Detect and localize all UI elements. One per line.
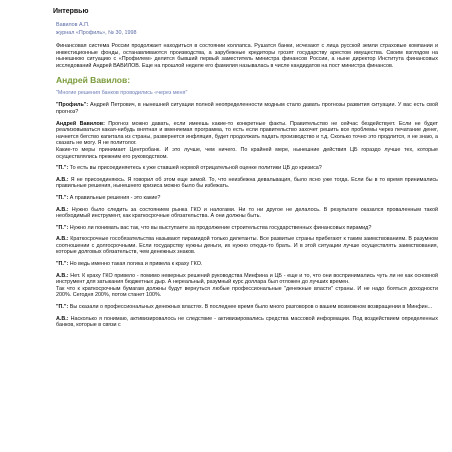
- interview-dialogue: [56, 102, 438, 328]
- intro-paragraph: Финансовая система России продолжает находиться в состоянии коллапса. Рушатся банки, исчезают с лица русской земли страховые компании и инвестиционные фонды, останавливаются производства, а зарубежные кредиторы грозят государству арестом имущества. Своим взглядом на нынешнюю ситуацию с «Профилем» делится бывший первый заместитель министра финансов России, а ныне директор Института финансовых исследований Андрей ВАВИЛОВ. Еще на прошлой неделе его фамилия называлась в числе кандидатов на пост министра финансов.: [56, 43, 438, 69]
- dialogue-text: Андрей Петрович, в нынешней ситуации полной неопределенности модным стало давать прогнозы развития ситуации. У вас есть свой прогноз?: [56, 102, 438, 115]
- dialogue-speaker: "П.":: [56, 304, 69, 311]
- dialogue-speaker: "Профиль":: [56, 102, 89, 109]
- dialogue-paragraph: [56, 261, 438, 268]
- dialogue-text: А правильные решения - это какие?: [68, 194, 161, 201]
- dialogue-text: Насколько я понимаю, активизировалось не следствие - активизировались средства массовой информации. Под воздействием определенных банков, которые в связи с: [56, 315, 438, 329]
- dialogue-paragraph: [56, 177, 438, 190]
- dialogue-paragraph: [56, 121, 438, 161]
- document-title: Интервью: [53, 8, 89, 15]
- dialogue-paragraph: [56, 225, 438, 232]
- dialogue-paragraph: [56, 207, 438, 220]
- dialogue-text: Прогноз можно давать, если имеешь какие-то конкретные факты. Правительство не сейчас бездействует. Если не будет реализовываться какая-нибудь внятная и вменяемая программа, то есть если правительство захочет решить все проблемы через печатание денег, начнется бегство капитала из страны, развернется инфляция, будет продолжать падать производство и т.д. Сколько точно это продлится, я не знаю, а сказать не могу. Я не политолог. Какие-то меры принимает Центробанк. И это лучше, чем ничего. По крайней мере, нынешние действия ЦБ гораздо лучше тех, которые осуществлялись прежним его руководством.: [56, 120, 438, 160]
- section-quote: "Многие решения банков проводились «через меня": [56, 90, 188, 97]
- dialogue-paragraph: [56, 236, 438, 256]
- dialogue-speaker: Андрей Вавилов:: [56, 120, 105, 127]
- dialogue-text: То есть вы присоединяетесь к уже ставшей нормой отрицательной оценке политики ЦБ до кризиса?: [68, 165, 322, 172]
- dialogue-speaker: "П.":: [56, 261, 69, 268]
- source-link[interactable]: журнал «Профиль», № 30, 1998: [56, 30, 137, 36]
- dialogue-paragraph: [56, 304, 438, 311]
- dialogue-speaker: А.В.:: [56, 272, 69, 279]
- dialogue-text: Я не присоединяюсь. Я говорил об этом еще зимой. То, что неизбежна девальвация, было ясно уже тогда. Если бы в то время принимались правильные решения, нынешнего кризиса можно было бы избежать.: [56, 176, 438, 190]
- section-heading: Андрей Вавилов:: [56, 75, 131, 86]
- dialogue-text: Нет. К краху ГКО привело - помимо неверных решений руководства Минфина и ЦБ - еще и то, что они воспринимались чуть ли не как основной инструмент для затыкания бюджетных дыр. А нереальный, разумный курс доллара был отложен до лучших времен. Так что к краткосрочным бумагам должны будут вернуться любые профессиональные "денежные власти" страны. И не надо бояться доходности 200%. Сегодня 200%, потом станет 100%.: [56, 272, 438, 299]
- dialogue-speaker: "П.":: [56, 165, 69, 172]
- dialogue-text: Нужно ли понимать вас так, что вы выступаете за продолжение строительства государственных финансовых пирамид?: [68, 224, 372, 231]
- dialogue-speaker: А.В.:: [56, 206, 69, 213]
- dialogue-speaker: "П.":: [56, 224, 69, 231]
- dialogue-paragraph: [56, 102, 438, 115]
- dialogue-text: Краткосрочные гособязательства называют пирамидой только дилетанты. Все развитые страны прибегают к таким заимствованиям. В разумном соотношении с долгосрочными. Если государству нужны деньги, их нужно откуда-то брать. И в этой ситуации лучше осуществлять заимствования, которые долговых обязательств, чем денежных знаков.: [56, 236, 438, 256]
- dialogue-paragraph: [56, 165, 438, 172]
- dialogue-text: Вы сказали о профессиональных денежных властях. В последнее время было много разговоров о вашем возможном возвращении в Минфин...: [68, 304, 433, 311]
- dialogue-speaker: А.В.:: [56, 236, 69, 243]
- dialogue-text: Нужно было следить за состоянием рынка ГКО и налогами. Ни то ни другое не делалось. В результате оказался проваленным такой необходимый инструмент, как краткосрочные обязательства. А они должны быть.: [56, 206, 438, 220]
- dialogue-speaker: "П.":: [56, 194, 69, 201]
- dialogue-paragraph: [56, 316, 438, 329]
- dialogue-paragraph: [56, 273, 438, 299]
- dialogue-paragraph: [56, 195, 438, 202]
- dialogue-text: Но ведь именно такая логика и привела к краху ГКО.: [68, 261, 203, 268]
- dialogue-speaker: А.В.:: [56, 176, 69, 183]
- author-link[interactable]: Вавилов А.П.: [56, 22, 90, 28]
- dialogue-speaker: А.В.:: [56, 315, 69, 322]
